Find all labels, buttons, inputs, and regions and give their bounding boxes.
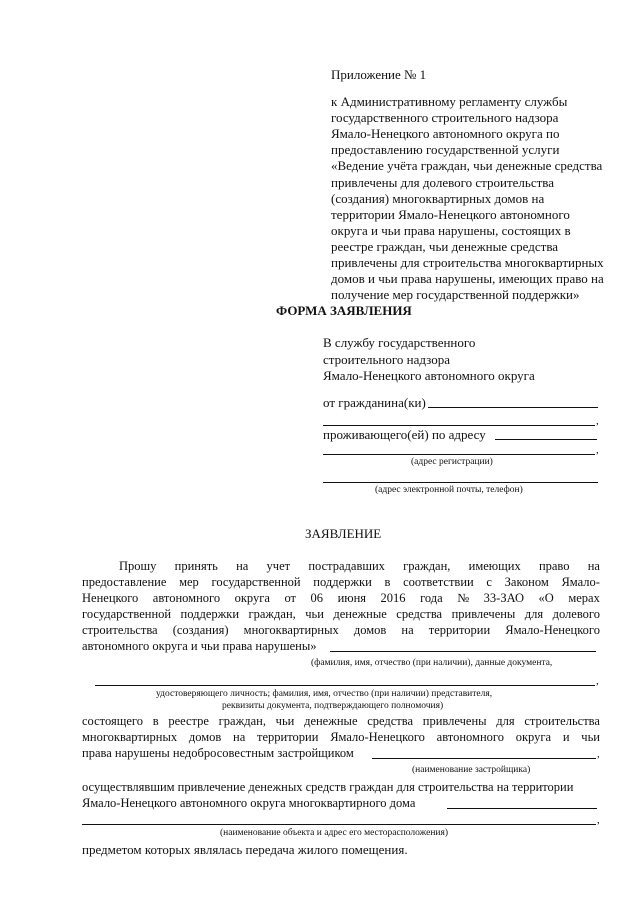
body-word: от: [284, 591, 297, 605]
contact-field[interactable]: [323, 482, 598, 483]
body-line: [82, 715, 600, 728]
from-citizen-field-2[interactable]: [323, 425, 595, 426]
regulation-line: территории Ямало-Ненецкого автономного: [331, 206, 570, 222]
body-line: [82, 731, 600, 744]
body-word: пострадавших: [308, 559, 385, 573]
body-word: долевого: [552, 607, 600, 621]
statement-title: ЗАЯВЛЕНИЕ: [305, 526, 382, 541]
body-line: Ямало-Ненецкого автономного округа многоквартирного дома: [82, 796, 416, 810]
regulation-line: предоставлению государственной услуги: [331, 142, 560, 158]
body-word: граждан,: [218, 714, 266, 728]
body-word: предоставление: [82, 575, 167, 589]
addressee-line: В службу государственного: [323, 335, 476, 350]
body-word: многоквартирных: [82, 730, 178, 744]
body-word: государственной: [82, 607, 172, 621]
comma-mark: ,: [597, 748, 600, 760]
body-word: мерах: [568, 591, 600, 605]
comma-mark: ,: [596, 415, 599, 427]
regulation-line: домов и чьи права нарушены, имеющих право на: [331, 271, 604, 287]
comma-mark: ,: [596, 675, 599, 687]
body-word: чьи: [275, 714, 295, 728]
body-word: принять: [174, 559, 218, 573]
housing-object-field[interactable]: [447, 808, 597, 809]
body-word: с: [486, 575, 492, 589]
body-word: автономного: [152, 591, 221, 605]
residing-address-field[interactable]: [495, 439, 597, 440]
object-caption: (наименование объекта и адрес его месторасположения): [220, 828, 449, 838]
regulation-line: получение мер государственной поддержки»: [331, 287, 580, 303]
developer-field[interactable]: [372, 758, 596, 759]
body-word: привлечены: [451, 607, 516, 621]
regulation-line: «Ведение учёта граждан, чьи денежные средства: [331, 158, 603, 174]
body-word: 06: [310, 591, 324, 605]
body-word: в: [384, 575, 391, 589]
body-line: права нарушены недобросовестным застройщиком: [82, 746, 354, 760]
from-citizen-field[interactable]: [428, 407, 598, 408]
body-word: на: [587, 559, 600, 573]
body-word: привлечены: [422, 714, 487, 728]
body-line: осуществлявшим привлечение денежных средств граждан для строительства на территории: [82, 780, 574, 794]
body-word: округа: [515, 730, 552, 744]
body-word: 2016: [380, 591, 406, 605]
identity-document-field[interactable]: [95, 685, 595, 686]
body-word: строительства: [82, 623, 158, 637]
body-word: Ямало-Ненецкого: [505, 623, 600, 637]
regulation-line: Ямало-Ненецкого автономного округа по: [331, 126, 560, 142]
addressee-line: строительного надзора: [323, 352, 450, 367]
appendix-number: Приложение № 1: [331, 67, 427, 82]
body-line: автономного округа и чьи права нарушены»: [82, 639, 317, 653]
identity-caption: реквизиты документа, подтверждающего полномочия): [222, 701, 444, 711]
body-line: [119, 560, 600, 573]
body-word: учет: [266, 559, 291, 573]
body-word: Ненецкого: [82, 591, 139, 605]
regulation-line: округа и чьи права нарушены, состоящих в: [331, 222, 571, 238]
body-word: домов: [353, 623, 387, 637]
body-word: поддержки: [180, 607, 240, 621]
body-word: Ямало-: [561, 575, 600, 589]
body-word: реестре: [168, 714, 209, 728]
body-word: мер: [179, 575, 199, 589]
residing-address-label: проживающего(ей) по адресу: [323, 427, 486, 442]
body-word: имеющих: [468, 559, 521, 573]
body-word: средства: [367, 714, 414, 728]
body-word: №: [457, 591, 470, 605]
body-word: 33-ЗАО: [483, 591, 525, 605]
comma-mark: ,: [597, 814, 600, 826]
body-word: домов: [188, 730, 222, 744]
body-word: округа: [234, 591, 270, 605]
body-word: чьи: [581, 730, 600, 744]
body-word: многоквартирных: [243, 623, 339, 637]
body-word: года: [420, 591, 443, 605]
identity-caption: удостоверяющего личность; фамилия, имя, отчество (при наличии) представителя,: [156, 689, 493, 699]
body-word: «О: [538, 591, 554, 605]
contact-caption: (адрес электронной почты, телефон): [375, 485, 523, 495]
body-word: Ямало-Ненецкого: [330, 730, 425, 744]
body-word: для: [524, 607, 544, 621]
body-word: государственной: [211, 575, 301, 589]
regulation-line: реестре граждан, чьи денежные средства: [331, 238, 559, 254]
body-word: и: [562, 730, 570, 744]
regulation-line: (создания) многоквартирных домов на: [331, 190, 545, 206]
body-word: граждан,: [248, 607, 296, 621]
body-word: право: [538, 559, 570, 573]
body-word: Прошу: [119, 559, 157, 573]
form-title: ФОРМА ЗАЯВЛЕНИЯ: [276, 303, 412, 318]
body-word: денежные: [304, 714, 358, 728]
developer-caption: (наименование застройщика): [412, 765, 531, 775]
body-word: соответствии: [403, 575, 474, 589]
body-line: предметом которых являлась передача жилого помещения.: [82, 842, 408, 857]
body-word: Законом: [504, 575, 549, 589]
body-word: на: [401, 623, 414, 637]
body-line: [82, 608, 600, 621]
regulation-line: привлечены для строительства многоквартирных: [331, 255, 604, 270]
body-word: на: [236, 559, 249, 573]
body-word: средства: [396, 607, 443, 621]
fio-caption: (фамилия, имя, отчество (при наличии), данные документа,: [311, 658, 553, 668]
addressee-line: Ямало-Ненецкого автономного округа: [323, 368, 535, 383]
body-word: для: [496, 714, 515, 728]
applicant-name-field[interactable]: [330, 651, 596, 652]
from-citizen-label: от гражданина(ки): [323, 395, 426, 410]
body-word: территории: [428, 623, 491, 637]
body-word: в: [152, 714, 159, 728]
body-line: [82, 624, 600, 637]
comma-mark: ,: [596, 444, 599, 456]
body-line: [82, 576, 600, 589]
body-word: строительства: [524, 714, 600, 728]
body-word: автономного: [436, 730, 504, 744]
body-line: [82, 592, 600, 605]
body-word: поддержки: [313, 575, 372, 589]
body-word: денежные: [333, 607, 387, 621]
registration-address-field[interactable]: [323, 454, 595, 455]
housing-object-field-2[interactable]: [82, 824, 596, 825]
body-word: чьи: [305, 607, 324, 621]
regulation-line: привлечены для долевого строительства: [331, 174, 555, 190]
regulation-line: к Административному регламенту службы: [331, 94, 568, 109]
body-word: (создания): [172, 623, 229, 637]
body-word: на: [233, 730, 246, 744]
body-word: территории: [257, 730, 319, 744]
body-word: граждан,: [403, 559, 451, 573]
body-word: июня: [337, 591, 367, 605]
regulation-line: государственного строительного надзора: [331, 110, 559, 126]
registration-address-caption: (адрес регистрации): [411, 457, 493, 467]
body-word: состоящего: [82, 714, 143, 728]
